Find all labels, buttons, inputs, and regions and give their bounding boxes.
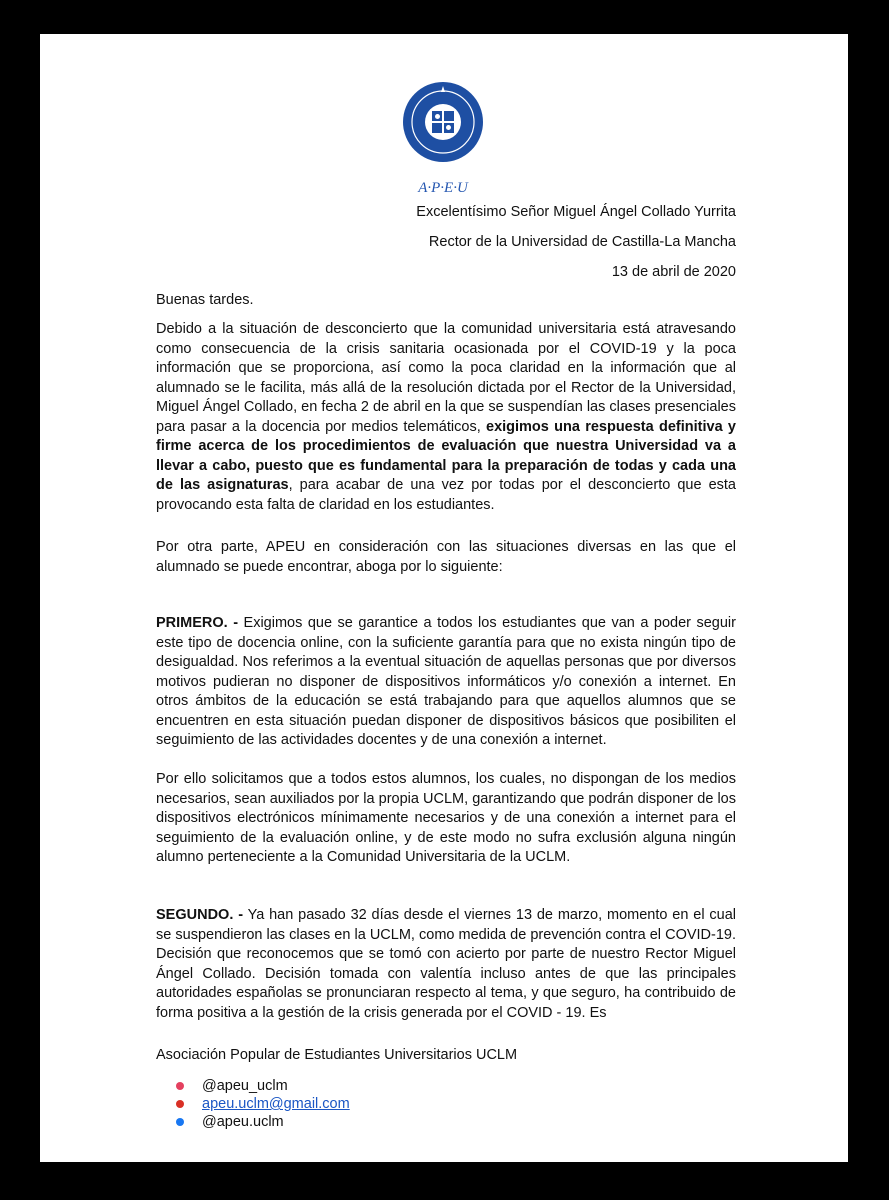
contact-email[interactable] xyxy=(176,1096,350,1112)
logo-letters: A·P·E·U xyxy=(418,180,468,196)
apeu-seal-logo xyxy=(395,80,491,200)
email-link[interactable]: apeu.uclm@gmail.com xyxy=(202,1096,350,1112)
paragraph-intro: Por otra parte, APEU en consideración con las situaciones diversas en las que el alumnado se puede encontrar, aboga por lo siguiente: xyxy=(156,539,736,575)
letter-date: 13 de abril de 2020 xyxy=(611,264,736,280)
contact-facebook: @apeu.uclm xyxy=(176,1114,284,1130)
instagram-icon xyxy=(176,1082,184,1090)
paragraph-solicitud: Por ello solicitamos que a todos estos alumnos, los cuales, no dispongan de los medios necesarios, sean auxiliados por la propia UCLM, garantizando que podrán disponer de los dispositivos electrónicos mínimamente necesarios y de una conexión a internet para el seguimiento de la evaluación online, y de este modo no sufra exclusión alguna ningún alumno perteneciente a la Comunidad Universitaria de la UCLM. xyxy=(156,771,736,865)
greeting: Buenas tardes. xyxy=(156,292,254,308)
segundo-heading: SEGUNDO. - xyxy=(156,907,244,923)
primero-heading: PRIMERO. - xyxy=(156,615,239,631)
facebook-icon xyxy=(176,1118,184,1126)
organization-name: Asociación Popular de Estudiantes Universitarios UCLM xyxy=(156,1047,518,1063)
contact-instagram: @apeu_uclm xyxy=(176,1078,288,1094)
recipient-title: Rector de la Universidad de Castilla-La Mancha xyxy=(428,234,736,250)
paragraph-context: Debido a la situación de desconcierto que la comunidad universitaria está atravesando como consecuencia de la crisis sanitaria ocasionada por el COVID-19 y la poca información que se proporciona, así como la poca claridad en la información que al alumnado se le facilita, más allá de la resolución dictada por el Rector de la Universidad, Miguel Ángel Collado, en fecha 2 de abril en la que se suspendían las clases presenciales para pasar a la docencia por medios telemáticos, exigimos una respuesta definitiva y firme acerca de los procedimientos de evaluación que nuestra Universidad va a llevar a cabo, puesto que es fundamental para la preparación de todas y cada una de las asignaturas, para acabar de una vez por todas por el desconcierto que esta provocando esta falta de claridad en los estudiantes. xyxy=(156,321,736,513)
section-segundo: SEGUNDO. - Ya han pasado 32 días desde el viernes 13 de marzo, momento en el cual se suspendieron las clases en la UCLM, como medida de prevención contra el COVID-19. Decisión que reconocemos que se tomó con acierto por parte de nuestro Rector Miguel Ángel Collado. Decisión tomada con valentía incluso antes de que las principales autoridades españolas se pronunciaran respecto al tema, y que seguro, ha contribuido de forma positiva a la gestión de la crisis generada por el COVID - 19. Es xyxy=(156,907,736,1021)
recipient-name: Excelentísimo Señor Miguel Ángel Collado Yurrita xyxy=(416,204,736,220)
email-icon xyxy=(176,1100,184,1108)
letter-page xyxy=(40,34,848,1162)
section-primero: PRIMERO. - Exigimos que se garantice a todos los estudiantes que van a poder seguir este tipo de docencia online, con la suficiente garantía para que no exista ningún tipo de desigualdad. Nos referimos a la eventual situación de aquellas personas que por diversos motivos pudieran no disponer de dispositivos informáticos y/o conexión a internet. En otros ámbitos de la educación se está trabajando para que aquellos alumnos que se encuentren en esta situación puedan disponer de dispositivos básicos que posibiliten el seguimiento de las actividades docentes y de una conexión a internet. xyxy=(156,615,736,748)
